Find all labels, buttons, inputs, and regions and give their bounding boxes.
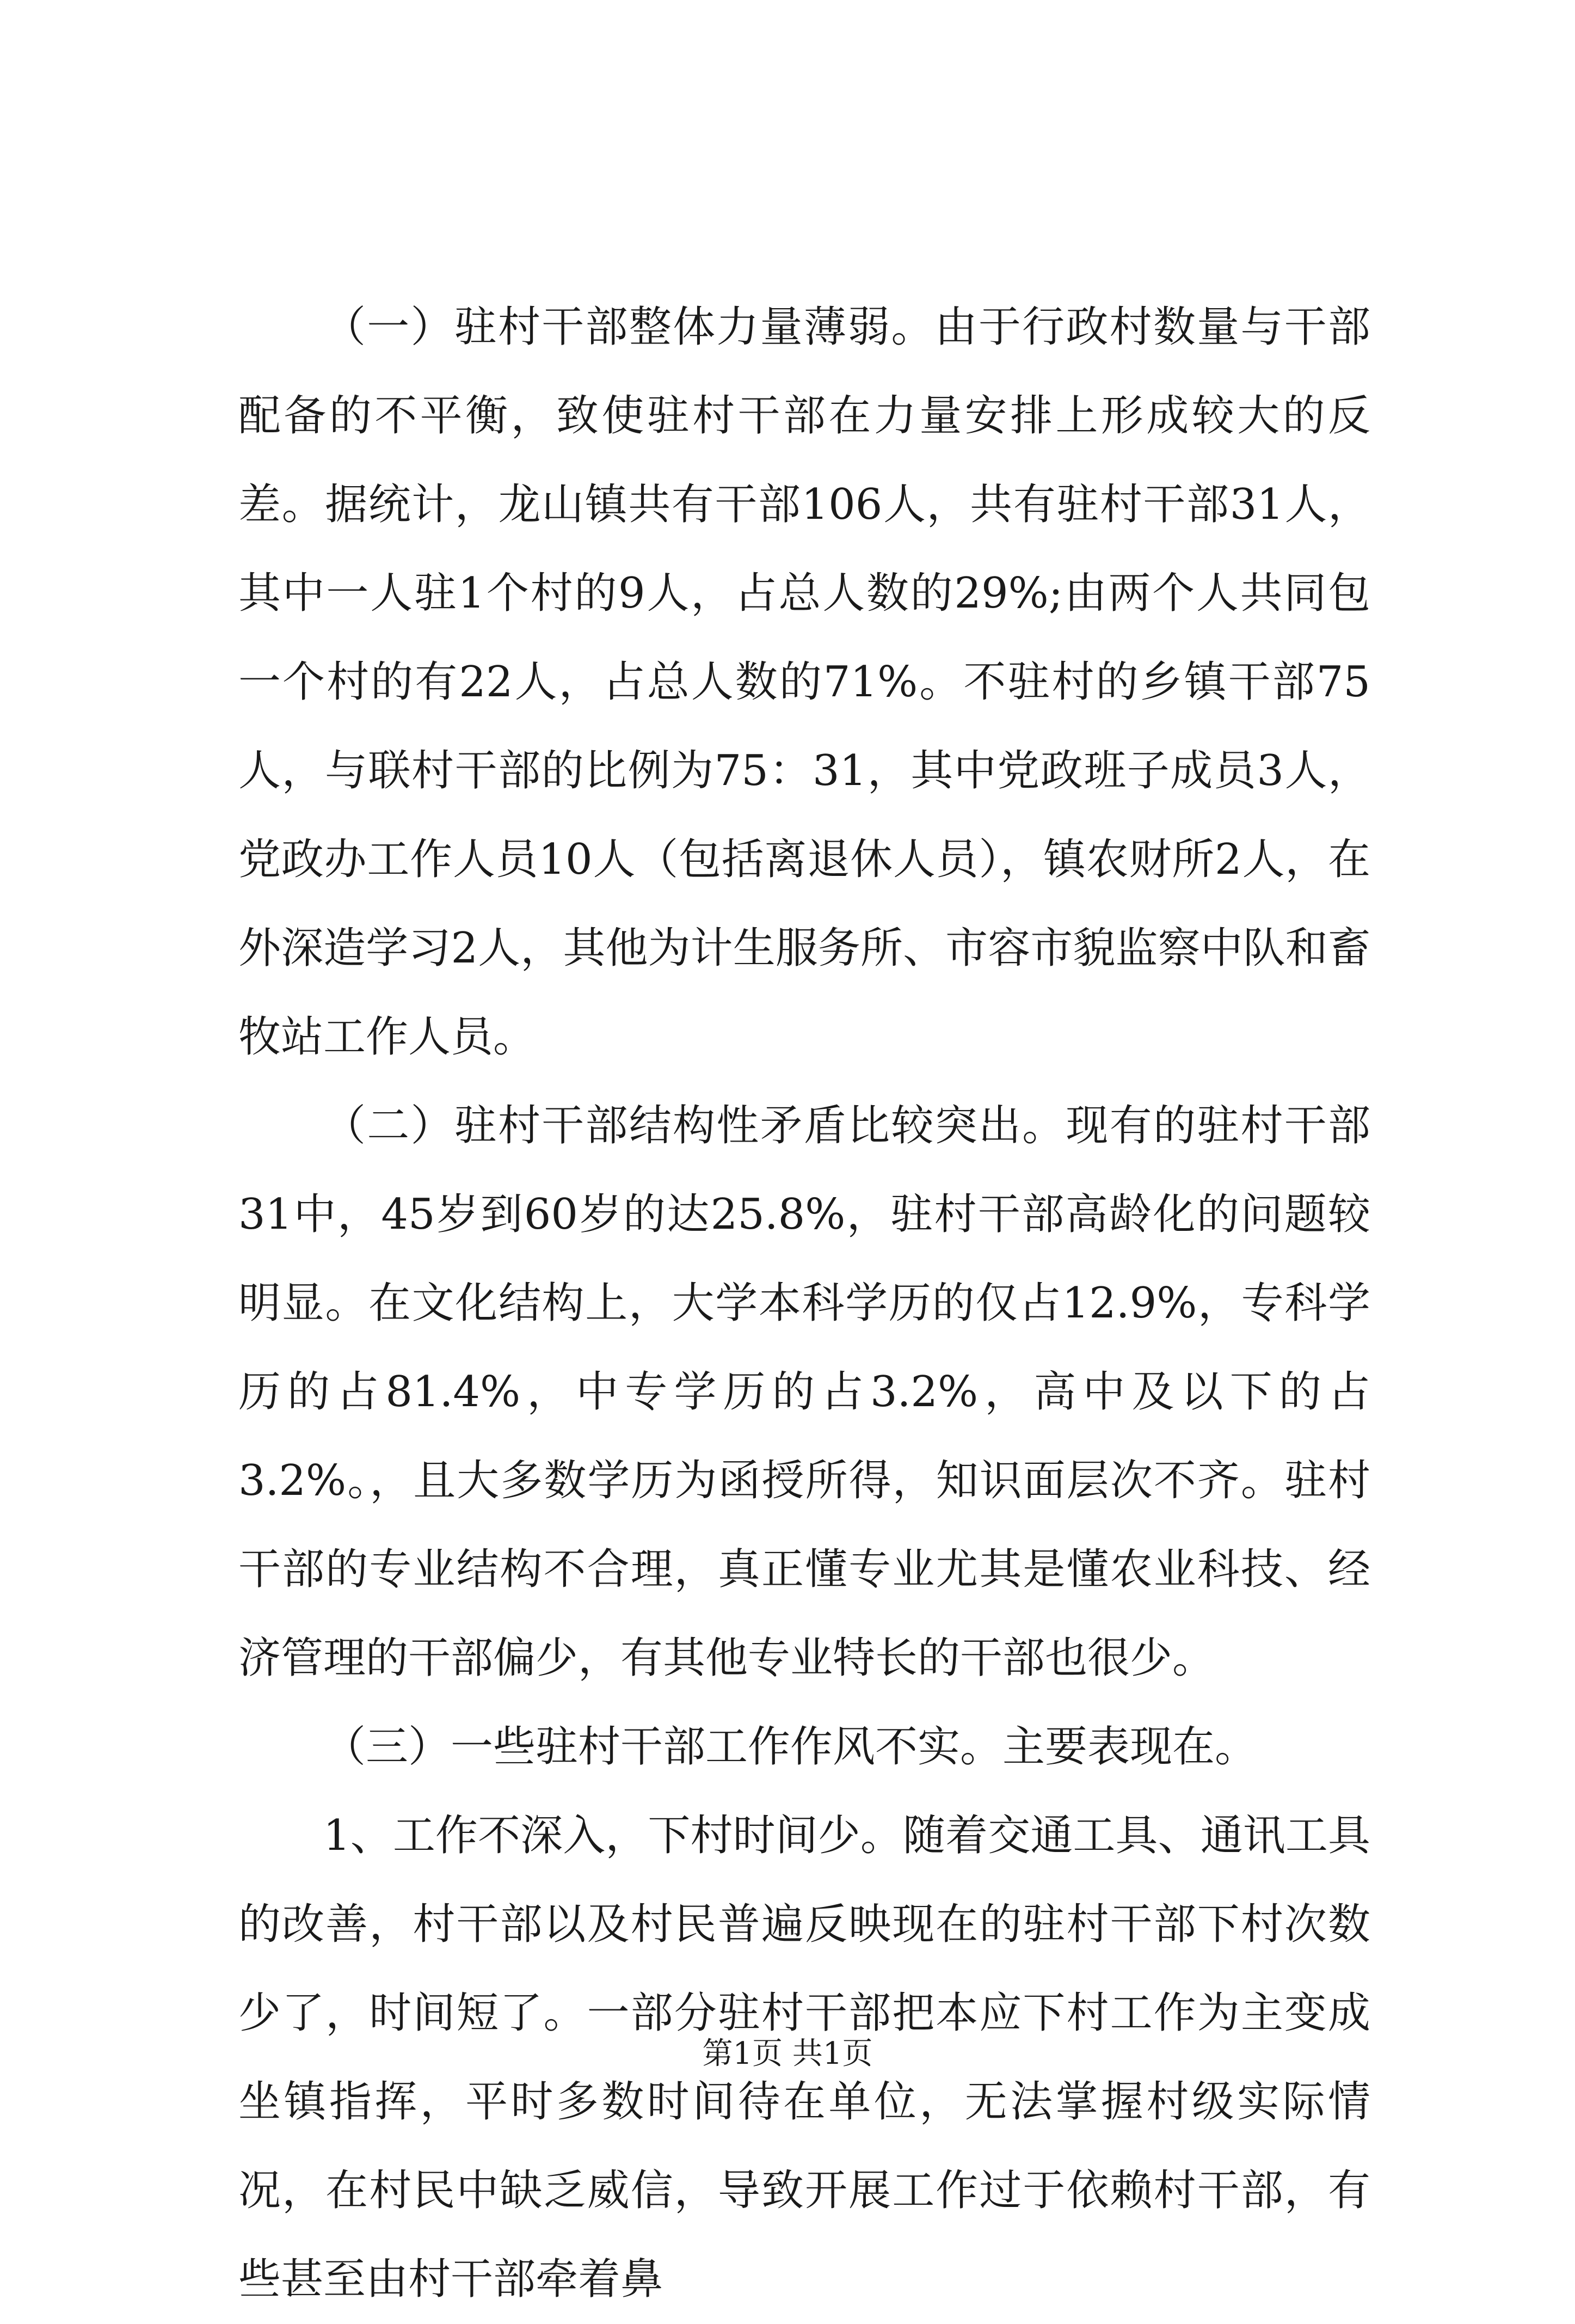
paragraph-2: （二）驻村干部结构性矛盾比较突出。现有的驻村干部31中，45岁到60岁的达25.8%，驻村干部高龄化的问题较明显。在文化结构上，大学本科学历的仅占12.9%，专科学历的占81.4%，中专学历的占3.2%，高中及以下的占3.2%。，且大多数学历为函授所得，知识面层次不齐。驻村干部的专业结构不合理，真正懂专业尤其是懂农业科技、经济管理的干部偏少，有其他专业特长的干部也很少。 (238, 1101, 1370, 1683)
document-body (238, 283, 1370, 2324)
paragraph-3: （三）一些驻村干部工作作风不实。主要表现在。 (323, 1722, 1258, 1771)
page-footer: 第1页 共1页 (702, 2036, 873, 2071)
paragraph-4: 1、工作不深入，下村时间少。随着交通工具、通讯工具的改善，村干部以及村民普遍反映现在的驻村干部下村次数少了，时间短了。一部分驻村干部把本应下村工作为主变成坐镇指挥，平时多数时间待在单位，无法掌握村级实际情况，在村民中缺乏威信，导致开展工作过于依赖村干部，有些甚至由村干部牵着鼻 (238, 1811, 1370, 2304)
paragraph-1: （一）驻村干部整体力量薄弱。由于行政村数量与干部配备的不平衡，致使驻村干部在力量安排上形成较大的反差。据统计，龙山镇共有干部106人，共有驻村干部31人，其中一人驻1个村的9人，占总人数的29%;由两个人共同包一个村的有22人，占总人数的71%。不驻村的乡镇干部75人，与联村干部的比例为75：31，其中党政班子成员3人，党政办工作人员10人（包括离退休人员），镇农财所2人，在外深造学习2人，其他为计生服务所、市容市貌监察中队和畜牧站工作人员。 (238, 303, 1370, 1062)
